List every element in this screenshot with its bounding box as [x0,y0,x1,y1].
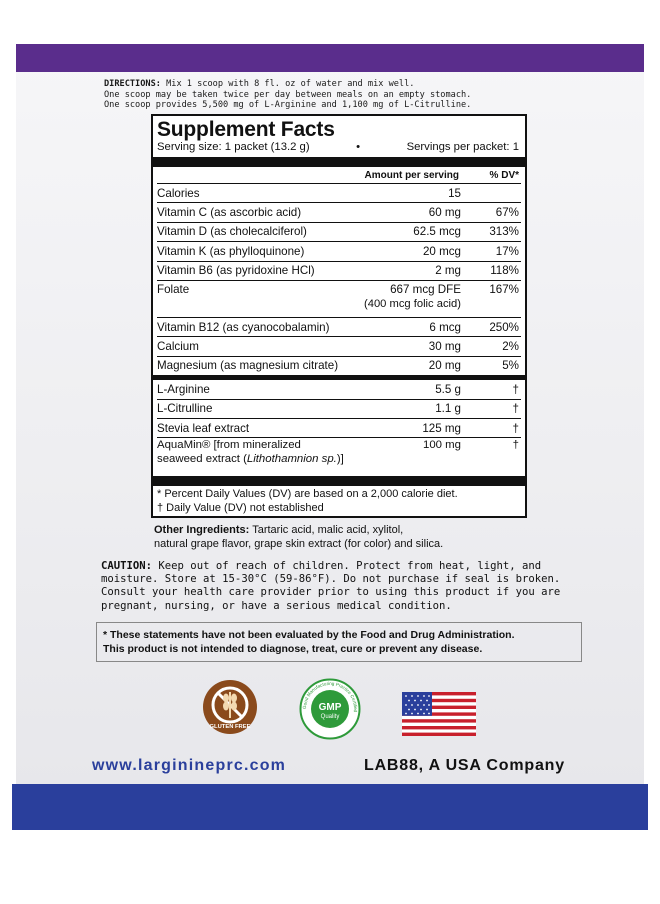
ingredient-row [157,400,521,419]
gmp-quality-icon [299,678,361,740]
gluten-free-icon [201,678,259,736]
directions-line-1: Mix 1 scoop with 8 fl. oz of water and mix well. [166,79,415,89]
nutrient-row [157,184,521,203]
fda-line-2: This product is not intended to diagnose, treat, cure or prevent any disease. [103,643,483,655]
nutrient-amount: 15 [448,186,461,200]
nutrient-amount: 2 mg [435,264,461,278]
serving-size: Serving size: 1 packet (13.2 g) [157,141,310,153]
nutrient-amount: 6 mcg [429,320,461,334]
ingredient-row [157,380,521,399]
nutrient-amount: 20 mg [428,359,461,373]
nutrient-dv: 118% [490,264,519,278]
nutrient-row [157,337,521,356]
caution-block [101,560,571,613]
page-bottom-margin [0,830,660,904]
aquamin-row [157,438,521,474]
nutrient-dv: 250% [489,320,519,334]
servings-per-packet: Servings per packet: 1 [406,141,519,153]
dv-footnote [157,488,521,515]
other-ingredients-line-1: Tartaric acid, malic acid, xylitol, [252,524,404,536]
aquamin-sub-species: Lithothamnion sp. [246,453,337,466]
nutrient-dv: 313% [489,225,519,239]
supplement-facts-panel [151,114,527,518]
nutrient-row [157,318,521,337]
nutrient-name: Vitamin C (as ascorbic acid) [157,206,302,220]
website-url: www.larginineprc.com [92,757,287,774]
nutrient-name: Vitamin K (as phylloquinone) [157,244,305,258]
ingredient-name: L-Citrulline [157,402,213,416]
nutrient-amount: 667 mcg DFE [390,283,461,297]
folate-subline: (400 mcg folic acid) [364,297,461,310]
folate-row [157,281,521,318]
nutrient-dv: 2% [502,340,519,354]
directions-line-2: One scoop may be taken twice per day between meals on an empty stomach. [104,89,472,100]
dv-header: % DV* [489,169,519,181]
ingredient-dv: † [512,402,519,416]
nutrient-row [157,223,521,242]
separator-dot: • [356,141,361,153]
nutrient-row [157,357,521,375]
nutrient-name: Vitamin D (as cholecalciferol) [157,225,307,239]
nutrient-dv: 5% [502,359,519,373]
nutrient-row [157,242,521,261]
gmp-label: GMP [318,702,342,713]
amount-header: Amount per serving [364,169,459,181]
ingredient-name: AquaMin® [from mineralized [157,439,301,452]
gmp-quality-label: Quality [320,714,340,720]
ingredient-amount: 5.5 g [435,382,461,396]
caution-line-1: Keep out of reach of children. Protect from heat, light, and [158,560,542,572]
bottom-blue-band [12,784,648,830]
caution-line-2: moisture. Store at 15-30°C (59-86°F). Do not purchase if seal is broken. [101,573,561,586]
nutrient-amount: 60 mg [428,206,461,220]
nutrient-name: Vitamin B6 (as pyridoxine HCl) [157,264,315,278]
company-name: LAB88, A USA Company [364,757,565,774]
ingredient-dv: † [512,439,519,452]
fda-line-1: * These statements have not been evaluated by the Food and Drug Administration. [103,629,515,641]
facts-title: Supplement Facts [157,118,335,141]
nutrient-dv: 167% [489,283,519,297]
top-purple-band [16,44,644,72]
other-ingredients-line-2: natural grape flavor, grape skin extract (for color) and silica. [154,538,444,550]
ingredient-name: L-Arginine [157,382,210,396]
caution-label: CAUTION: [101,560,153,572]
gluten-free-label: GLUTEN FREE [209,724,251,730]
ingredient-amount: 125 mg [422,421,461,435]
usa-flag-icon [402,692,476,736]
aquamin-subline [157,452,521,466]
other-ingredients-label: Other Ingredients: [154,524,250,536]
other-ingredients [154,523,534,551]
aquamin-sub-prefix: seaweed extract ( [157,453,247,466]
column-header [157,167,521,184]
ingredient-amount: 1.1 g [435,402,461,416]
nutrient-dv: 67% [495,206,519,220]
nutrient-name: Magnesium (as magnesium citrate) [157,359,339,373]
nutrient-amount: 30 mg [428,340,461,354]
nutrient-row [157,203,521,222]
thick-rule [153,476,525,486]
gmp-ring-text: Good Manufacturing Practice Certified [301,680,359,713]
ingredient-dv: † [512,382,519,396]
nutrient-row [157,262,521,281]
nutrient-name: Folate [157,283,190,297]
fda-disclaimer [96,622,582,662]
ingredient-row [157,419,521,438]
directions-line-3: One scoop provides 5,500 mg of L-Arginine and 1,100 mg of L-Citrulline. [104,100,472,111]
nutrient-name: Calories [157,186,200,200]
ingredient-dv: † [512,421,519,435]
caution-line-3: Consult your health care provider prior to using this product if you are [101,586,561,599]
footnote-1: * Percent Daily Values (DV) are based on a 2,000 calorie diet. [157,488,458,501]
aquamin-sub-suffix: )] [336,453,344,466]
serving-info [157,141,521,154]
nutrient-name: Vitamin B12 (as cyanocobalamin) [157,320,330,334]
nutrient-name: Calcium [157,340,199,354]
directions-block [104,79,604,111]
caution-line-4: pregnant, nursing, or have a serious medical condition. [101,599,452,612]
thick-rule [153,157,525,167]
nutrient-amount: 62.5 mcg [413,225,461,239]
directions-label: DIRECTIONS: [104,79,161,89]
ingredient-amount: 100 mg [423,439,461,452]
footnote-2: † Daily Value (DV) not established [157,501,324,514]
ingredient-name: Stevia leaf extract [157,421,250,435]
nutrient-dv: 17% [495,244,519,258]
nutrient-amount: 20 mcg [422,244,461,258]
